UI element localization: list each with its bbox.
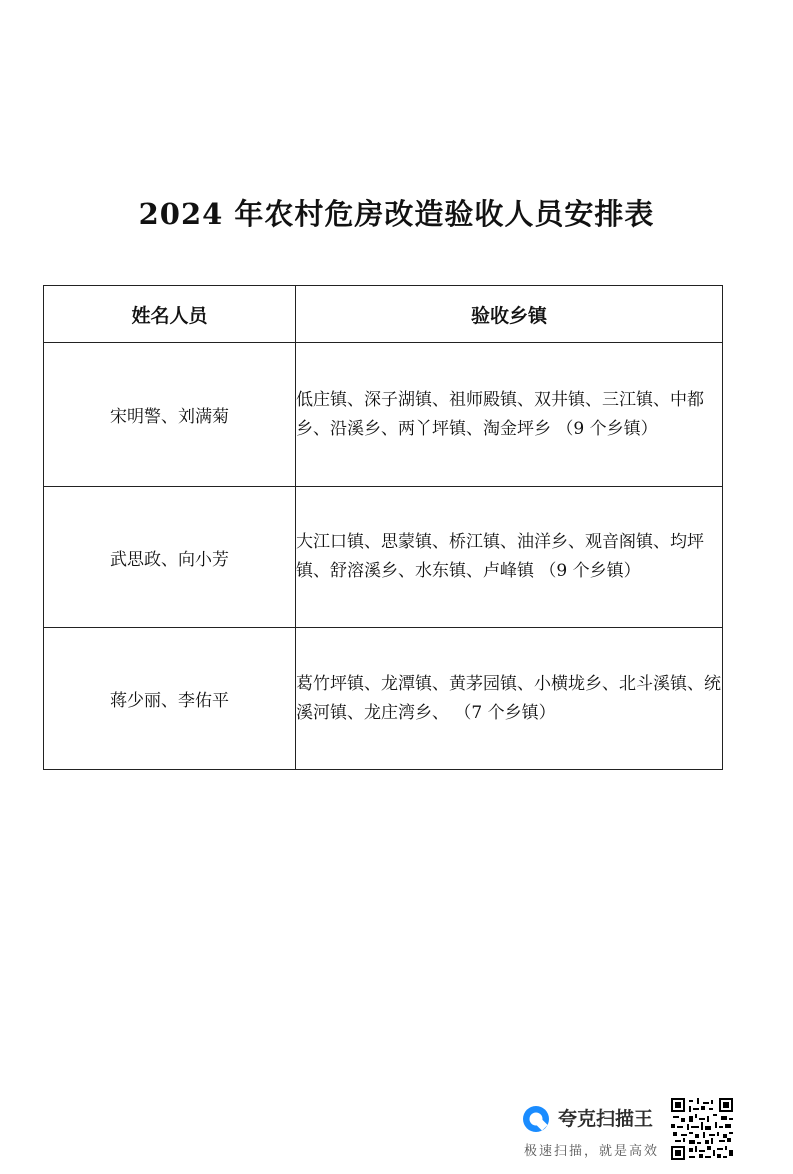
- header-names: 姓名人员: [44, 286, 296, 343]
- staff-names: 武思政、向小芳: [44, 487, 296, 628]
- staff-names: 蒋少丽、李佑平: [44, 628, 296, 770]
- header-towns: 验收乡镇: [296, 286, 723, 343]
- qr-code-icon: [671, 1098, 733, 1160]
- watermark-slogan: 极速扫描，就是高效: [524, 1144, 660, 1159]
- table-row: [44, 343, 723, 487]
- town-list: 低庄镇、深子湖镇、祖师殿镇、双井镇、三江镇、中都乡、沿溪乡、两丫坪镇、淘金坪乡 （9 个乡镇）: [296, 343, 723, 487]
- town-list: 大江口镇、思蒙镇、桥江镇、油洋乡、观音阁镇、均坪镇、舒溶溪乡、水东镇、卢峰镇 （9 个乡镇）: [296, 487, 723, 628]
- table-row: [44, 628, 723, 770]
- table-header-row: [44, 286, 723, 343]
- town-list: 葛竹坪镇、龙潭镇、黄茅园镇、小横垅乡、北斗溪镇、统溪河镇、龙庄湾乡、 （7 个乡镇）: [296, 628, 723, 770]
- watermark-brand: 夸克扫描王: [558, 1108, 654, 1130]
- table-row: [44, 487, 723, 628]
- arrangement-table: [43, 285, 723, 770]
- quark-logo-icon: [521, 1104, 551, 1134]
- scanner-watermark: [521, 1098, 671, 1162]
- document-title: 2024 年农村危房改造验收人员安排表: [138, 197, 655, 231]
- staff-names: 宋明警、刘满菊: [44, 343, 296, 487]
